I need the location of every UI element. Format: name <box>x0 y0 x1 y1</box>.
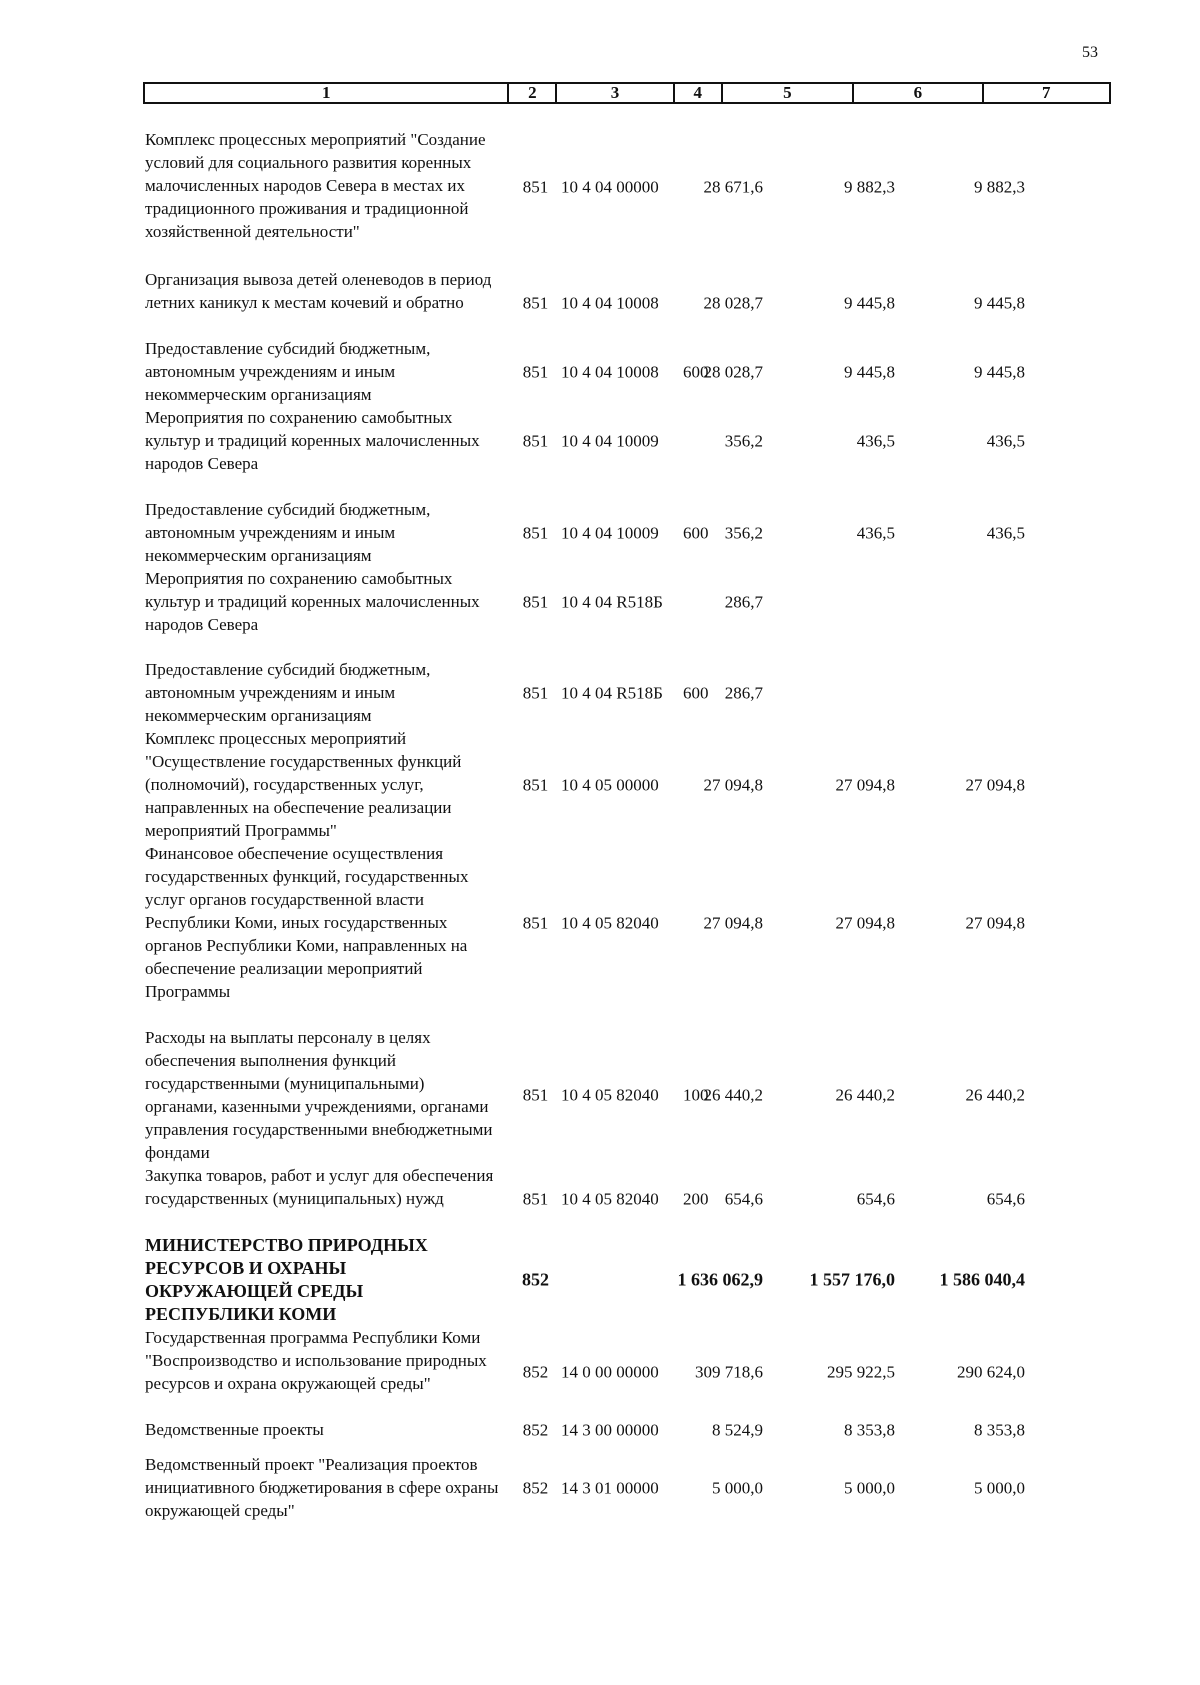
column-header-7: 7 <box>1042 83 1051 102</box>
row-value-5: 1 636 062,9 <box>677 1269 763 1290</box>
row-name: Ведомственный проект "Реализация проектов инициативного бюджетирования в сфере охраны окружающей среды" <box>145 1455 499 1520</box>
row-value-5: 26 440,2 <box>703 1085 763 1105</box>
row-value-5: 5 000,0 <box>712 1478 763 1497</box>
row-csr: 14 3 01 00000 <box>561 1478 659 1497</box>
row-csr: 10 4 04 10008 <box>561 362 659 381</box>
row-csr: 14 3 00 00000 <box>561 1420 659 1439</box>
row-value-5: 28 671,6 <box>703 177 763 196</box>
row-value-7: 27 094,8 <box>965 913 1025 932</box>
row-csr: 10 4 04 10009 <box>561 431 659 450</box>
row-name: Ведомственные проекты <box>145 1420 324 1439</box>
row-value-5: 309 718,6 <box>695 1362 763 1382</box>
row-value-7: 27 094,8 <box>965 775 1025 794</box>
row-name: Организация вывоза детей оленеводов в период летних каникул к местам кочевий и обратно <box>145 270 492 312</box>
row-csr: 10 4 04 10009 <box>561 523 659 542</box>
row-name: Мероприятия по сохранению самобытных культур и традиций коренных малочисленных народов Севера <box>145 408 480 473</box>
table-row <box>143 1453 1111 1522</box>
row-value-6: 5 000,0 <box>844 1478 895 1497</box>
row-value-5: 286,7 <box>724 592 763 611</box>
row-value-6: 9 445,8 <box>844 362 895 381</box>
row-grbs: 851 <box>522 362 549 381</box>
row-value-5: 27 094,8 <box>703 775 763 794</box>
row-value-5: 28 028,7 <box>703 362 763 381</box>
row-value-6: 1 557 176,0 <box>809 1269 895 1290</box>
row-csr: 10 4 05 82040 <box>561 1085 659 1105</box>
row-csr: 10 4 05 82040 <box>561 913 659 932</box>
column-header-6: 6 <box>854 84 983 102</box>
row-value-7: 290 624,0 <box>957 1362 1025 1382</box>
row-name: Предоставление субсидий бюджетным, автономным учреждениям и иным некоммерческим организациям <box>145 339 431 404</box>
row-value-5: 356,2 <box>724 431 763 450</box>
row-grbs: 851 <box>522 523 549 542</box>
table-row <box>143 567 1111 636</box>
row-value-6: 9 445,8 <box>844 293 895 312</box>
row-grbs: 851 <box>522 1085 549 1105</box>
table-row <box>143 1234 1111 1326</box>
row-name: Предоставление субсидий бюджетным, автономным учреждениям и иным некоммерческим организациям <box>145 660 431 725</box>
table-row <box>143 727 1111 842</box>
row-value-5: 286,7 <box>724 683 763 702</box>
column-header-4: 4 <box>675 84 723 102</box>
row-csr: 10 4 04 R518Б <box>561 683 663 702</box>
row-value-5: 28 028,7 <box>703 293 763 312</box>
row-value-7: 9 445,8 <box>974 362 1025 381</box>
table-row <box>143 268 1111 337</box>
row-vr: 100 <box>683 1085 709 1105</box>
table-row <box>143 498 1111 567</box>
row-vr: 600 <box>683 683 709 702</box>
row-csr: 10 4 05 82040 <box>561 1189 659 1208</box>
row-value-5: 8 524,9 <box>712 1420 763 1439</box>
row-value-5: 27 094,8 <box>703 913 763 932</box>
row-value-6: 27 094,8 <box>835 913 895 932</box>
table-row <box>143 337 1111 406</box>
row-name: Комплекс процессных мероприятий "Осуществление государственных функций (полномочий), государственных услуг, направленных на обеспечение реализации мероприятий Программы" <box>145 729 462 840</box>
row-csr: 14 0 00 00000 <box>561 1362 659 1382</box>
row-csr: 10 4 05 00000 <box>561 775 659 794</box>
row-name: Расходы на выплаты персоналу в целях обеспечения выполнения функций государственными (муниципальными) органами, казенными учреждениями, органами управления государственными внебюджетными фондами <box>145 1028 493 1162</box>
table-row <box>143 1164 1111 1233</box>
table-row <box>143 658 1111 727</box>
row-grbs: 852 <box>522 1269 549 1290</box>
row-grbs: 851 <box>522 431 549 450</box>
row-name: Комплекс процессных мероприятий "Создание условий для социального развития коренных малочисленных народов Севера в местах их традиционного проживания и традиционной хозяйственной деятельности" <box>145 130 486 241</box>
row-value-6: 654,6 <box>856 1189 895 1208</box>
row-name: Государственная программа Республики Коми "Воспроизводство и использование природных ресурсов и охрана окружающей среды" <box>145 1328 487 1393</box>
row-value-5: 654,6 <box>724 1189 763 1208</box>
row-value-7: 26 440,2 <box>965 1085 1025 1105</box>
row-name: МИНИСТЕРСТВО ПРИРОДНЫХ РЕСУРСОВ И ОХРАНЫ ОКРУЖАЮЩЕЙ СРЕДЫ РЕСПУБЛИКИ КОМИ <box>145 1235 428 1324</box>
row-vr: 600 <box>683 362 709 381</box>
row-name: Предоставление субсидий бюджетным, автономным учреждениям и иным некоммерческим организациям <box>145 500 431 565</box>
column-header-5: 5 <box>723 84 854 102</box>
table-row <box>143 1026 1111 1164</box>
row-grbs: 851 <box>522 775 549 794</box>
row-value-7: 436,5 <box>986 523 1025 542</box>
row-value-7: 9 445,8 <box>974 293 1025 312</box>
row-grbs: 851 <box>522 1189 549 1208</box>
row-vr: 600 <box>683 523 709 542</box>
row-grbs: 851 <box>522 293 549 312</box>
row-value-7: 654,6 <box>986 1189 1025 1208</box>
row-grbs: 852 <box>522 1420 549 1439</box>
column-header-3: 3 <box>557 84 675 102</box>
table-row <box>143 1326 1111 1418</box>
row-value-6: 295 922,5 <box>827 1362 895 1382</box>
row-csr: 10 4 04 00000 <box>561 177 659 196</box>
column-header-1: 1 <box>145 84 509 102</box>
row-value-7: 9 882,3 <box>974 177 1025 196</box>
row-value-6: 436,5 <box>856 431 895 450</box>
table-row <box>143 128 1111 245</box>
table-row <box>143 1418 1111 1441</box>
row-grbs: 851 <box>522 913 549 932</box>
row-value-5: 356,2 <box>724 523 763 542</box>
column-header-2: 2 <box>509 84 557 102</box>
row-csr: 10 4 04 R518Б <box>561 592 663 611</box>
row-csr: 10 4 04 10008 <box>561 293 659 312</box>
table-header <box>143 82 1111 104</box>
row-name: Закупка товаров, работ и услуг для обеспечения государственных (муниципальных) нужд <box>145 1166 494 1208</box>
row-value-6: 27 094,8 <box>835 775 895 794</box>
row-grbs: 852 <box>522 1478 549 1497</box>
row-grbs: 851 <box>522 177 549 196</box>
row-value-7: 436,5 <box>986 431 1025 450</box>
row-value-6: 26 440,2 <box>835 1085 895 1105</box>
row-grbs: 851 <box>522 592 549 611</box>
row-name: Мероприятия по сохранению самобытных культур и традиций коренных малочисленных народов Севера <box>145 569 480 634</box>
row-value-7: 5 000,0 <box>974 1478 1025 1497</box>
row-value-6: 9 882,3 <box>844 177 895 196</box>
table-row <box>143 406 1111 475</box>
row-vr: 200 <box>683 1189 709 1208</box>
table-row <box>143 842 1111 1003</box>
page-number: 53 <box>1082 44 1098 61</box>
row-value-6: 8 353,8 <box>844 1420 895 1439</box>
row-grbs: 852 <box>522 1362 549 1382</box>
row-value-6: 436,5 <box>856 523 895 542</box>
row-value-7: 1 586 040,4 <box>939 1269 1025 1290</box>
row-grbs: 851 <box>522 683 549 702</box>
row-value-7: 8 353,8 <box>974 1420 1025 1439</box>
row-name: Финансовое обеспечение осуществления государственных функций, государственных услуг органов государственной власти Республики Коми, иных государственных органов Республики Коми, направленных на обеспечение реализации мероприятий Программы <box>145 844 469 1001</box>
